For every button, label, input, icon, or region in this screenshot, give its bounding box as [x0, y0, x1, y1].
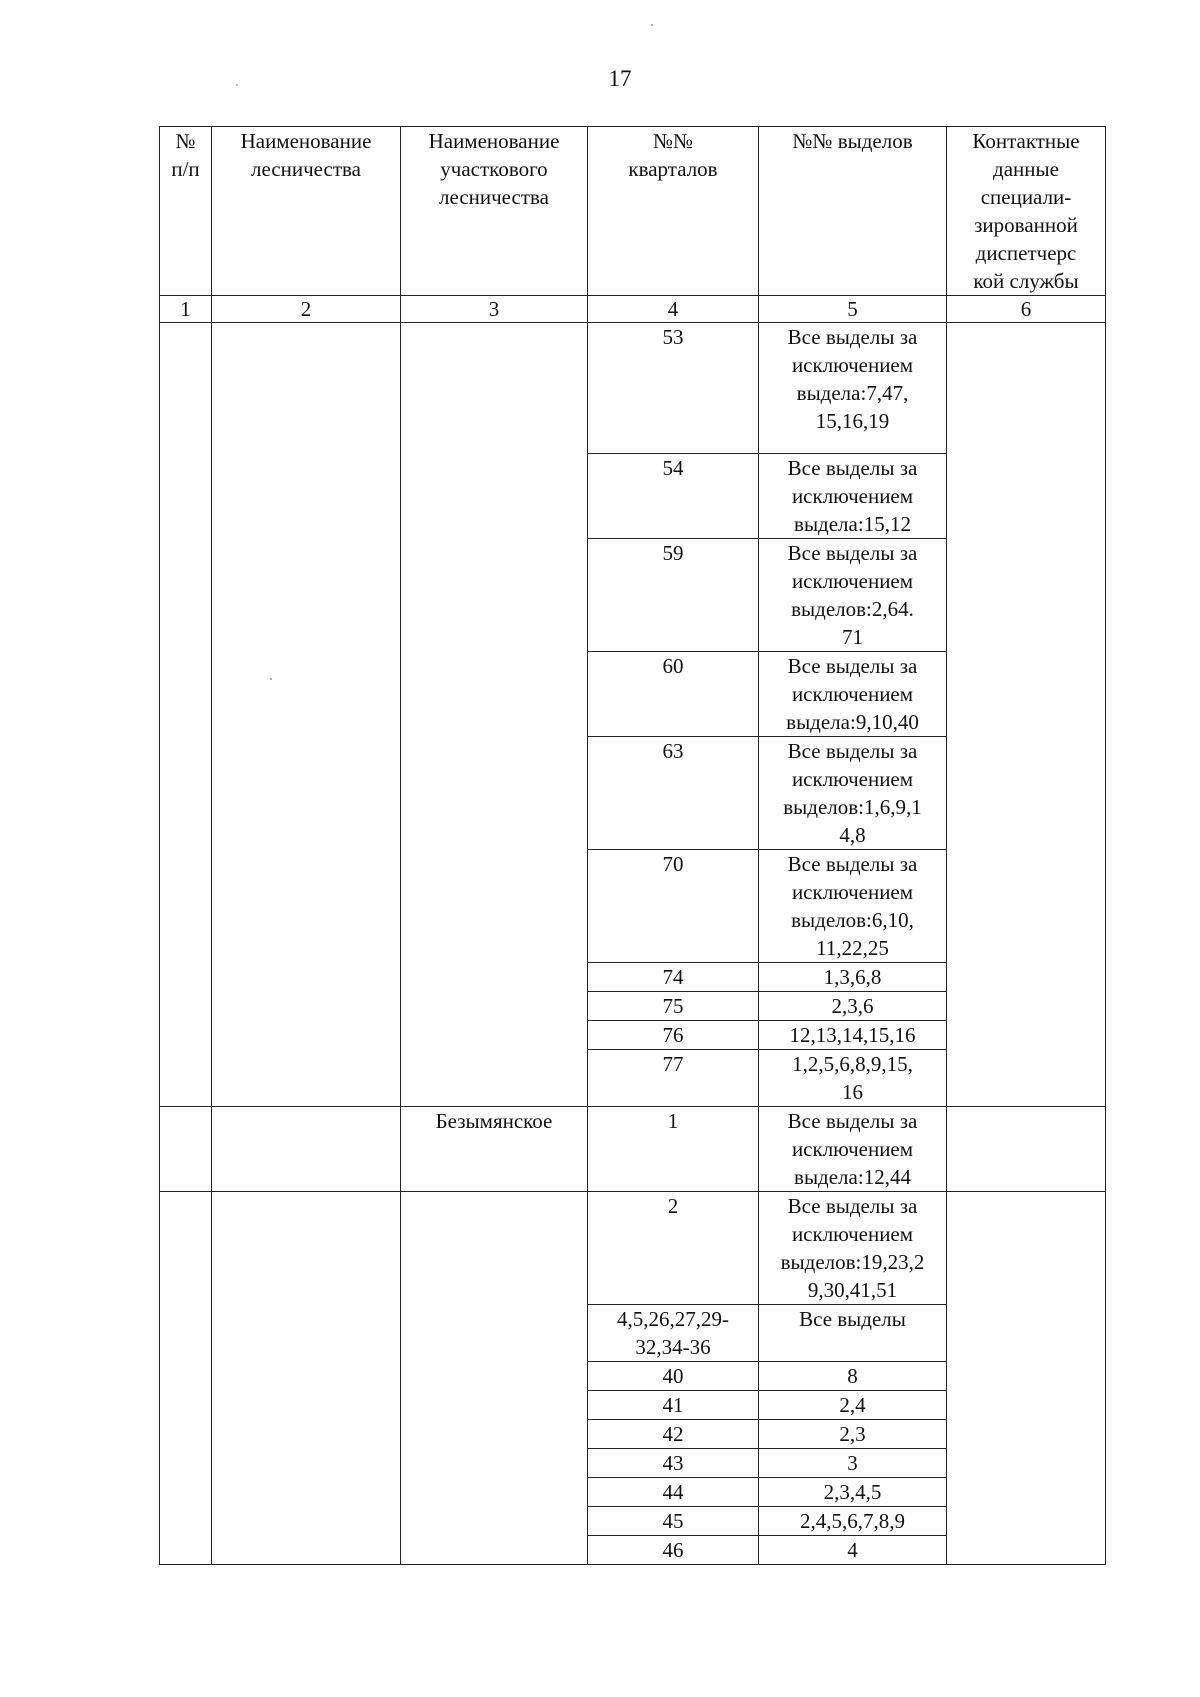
quarter-cell: 4,5,26,27,29- 32,34-36: [588, 1305, 759, 1362]
sections-cell: 3: [759, 1449, 947, 1478]
header-cell-district: Наименование участкового лесничества: [401, 127, 588, 296]
row-number-cell: [160, 323, 212, 1107]
column-number: 2: [212, 296, 401, 323]
column-number: 6: [947, 296, 1106, 323]
sections-cell: Все выделы за исключением выделов:1,6,9,1 4,8: [759, 737, 947, 850]
table-row: [160, 323, 1106, 454]
quarter-cell: 45: [588, 1507, 759, 1536]
column-number: 3: [401, 296, 588, 323]
row-number-cell: [160, 1192, 212, 1565]
quarter-cell: 60: [588, 652, 759, 737]
quarter-cell: 42: [588, 1420, 759, 1449]
quarter-cell: 1: [588, 1107, 759, 1192]
header-cell-forestry: Наименование лесничества: [212, 127, 401, 296]
forestry-cell: [212, 1192, 401, 1565]
contacts-cell: [947, 1192, 1106, 1565]
quarter-cell: 53: [588, 323, 759, 454]
quarter-cell: 76: [588, 1021, 759, 1050]
quarter-cell: 43: [588, 1449, 759, 1478]
quarter-cell: 44: [588, 1478, 759, 1507]
header-cell-contacts: Контактные данные специали- зированной диспетчерс кой службы: [947, 127, 1106, 296]
quarter-cell: 59: [588, 539, 759, 652]
forestry-cell: [212, 323, 401, 1107]
contacts-cell: [947, 323, 1106, 1107]
quarter-cell: 75: [588, 992, 759, 1021]
sections-cell: Все выделы за исключением выдела:9,10,40: [759, 652, 947, 737]
sections-cell: 8: [759, 1362, 947, 1391]
table-row: [160, 1192, 1106, 1305]
quarter-cell: 41: [588, 1391, 759, 1420]
sections-cell: 12,13,14,15,16: [759, 1021, 947, 1050]
table-body: [160, 323, 1106, 1565]
row-number-cell: [160, 1107, 212, 1192]
sections-cell: Все выделы за исключением выдела:7,47, 15,16,19: [759, 323, 947, 454]
quarter-cell: 77: [588, 1050, 759, 1107]
sections-cell: 2,3,4,5: [759, 1478, 947, 1507]
quarter-cell: 40: [588, 1362, 759, 1391]
sections-cell: Все выделы: [759, 1305, 947, 1362]
column-number: 5: [759, 296, 947, 323]
sections-cell: 2,4: [759, 1391, 947, 1420]
quarter-cell: 74: [588, 963, 759, 992]
contacts-cell: [947, 1107, 1106, 1192]
sections-cell: 1,3,6,8: [759, 963, 947, 992]
quarter-cell: 2: [588, 1192, 759, 1305]
table-row: [160, 1107, 1106, 1192]
district-cell: [401, 323, 588, 1107]
column-number: 4: [588, 296, 759, 323]
header-cell-sections: №№ выделов: [759, 127, 947, 296]
sections-cell: Все выделы за исключением выдела:15,12: [759, 454, 947, 539]
sections-cell: 1,2,5,6,8,9,15, 16: [759, 1050, 947, 1107]
sections-cell: Все выделы за исключением выдела:12,44: [759, 1107, 947, 1192]
forestry-cell: [212, 1107, 401, 1192]
sections-cell: 2,3,6: [759, 992, 947, 1021]
column-number-row: [160, 296, 1106, 323]
sections-cell: 2,3: [759, 1420, 947, 1449]
quarter-cell: 54: [588, 454, 759, 539]
sections-cell: 4: [759, 1536, 947, 1565]
sections-cell: Все выделы за исключением выделов:6,10, 11,22,25: [759, 850, 947, 963]
district-cell: [401, 1192, 588, 1565]
header-cell-quarters: №№ кварталов: [588, 127, 759, 296]
column-number: 1: [160, 296, 212, 323]
quarter-cell: 70: [588, 850, 759, 963]
district-cell: Безымянское: [401, 1107, 588, 1192]
sections-cell: Все выделы за исключением выделов:19,23,2 9,30,41,51: [759, 1192, 947, 1305]
scan-speck: [236, 84, 238, 86]
forest-quarters-table: [159, 126, 1106, 1565]
sections-cell: Все выделы за исключением выделов:2,64. 71: [759, 539, 947, 652]
scan-speck: [651, 24, 653, 26]
sections-cell: 2,4,5,6,7,8,9: [759, 1507, 947, 1536]
page-number: 17: [608, 66, 632, 91]
table-header-row: [160, 127, 1106, 296]
header-cell-number: № п/п: [160, 127, 212, 296]
quarter-cell: 46: [588, 1536, 759, 1565]
quarter-cell: 63: [588, 737, 759, 850]
